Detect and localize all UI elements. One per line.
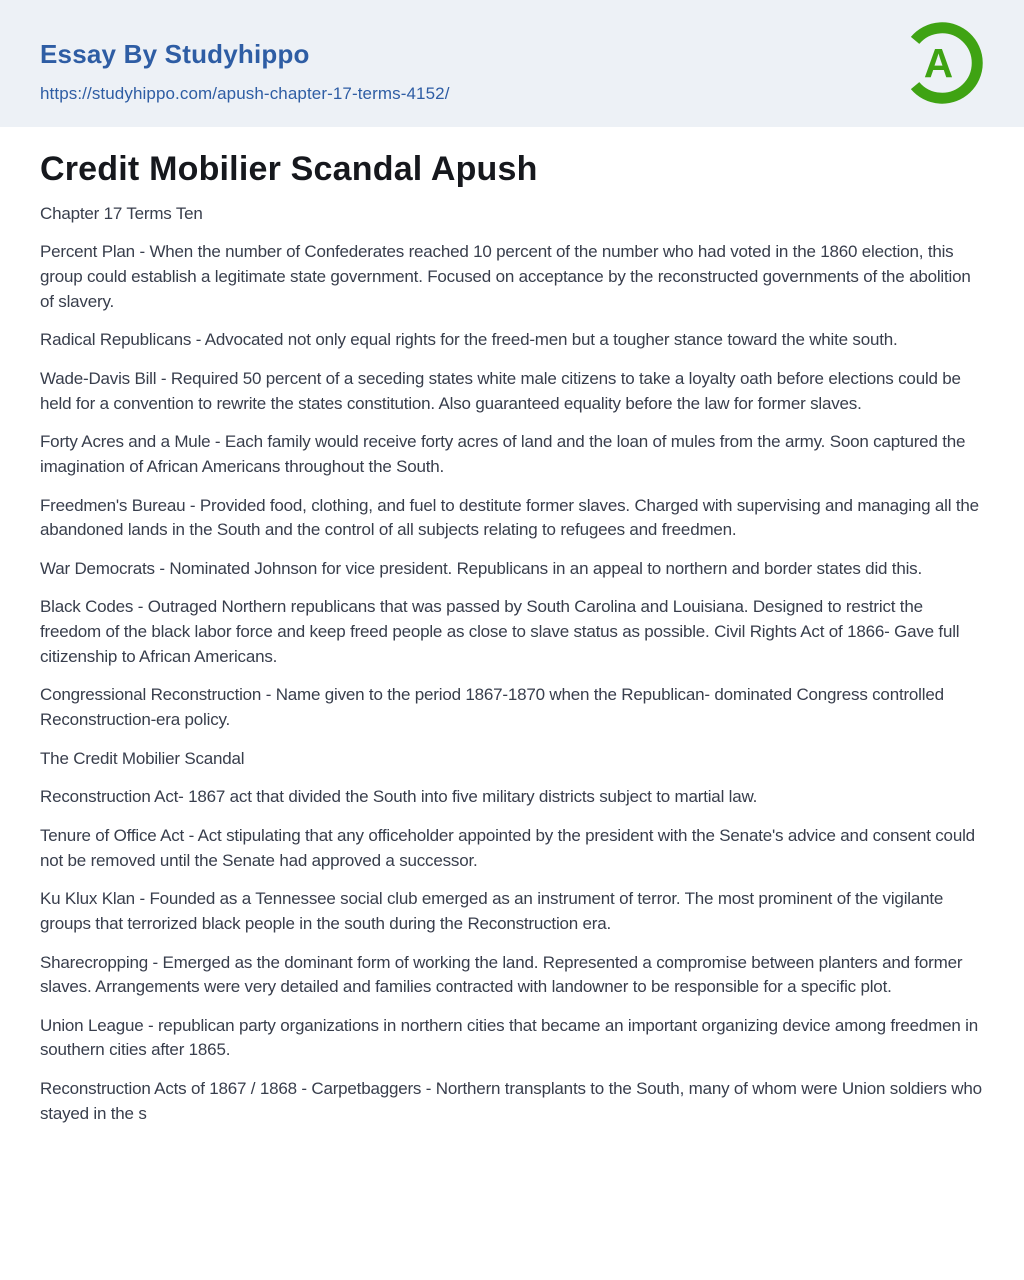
essay-paragraph: War Democrats - Nominated Johnson for vice president. Republicans in an appeal to northern and border states did this. — [40, 558, 922, 578]
essay-paragraph: Congressional Reconstruction - Name given to the period 1867-1870 when the Republican- dominated Congress controlled Reconstruction-era policy. — [40, 685, 944, 730]
article-subtitle: Chapter 17 Terms Ten — [40, 203, 203, 223]
essay-paragraph: Sharecropping - Emerged as the dominant form of working the land. Represented a compromise between planters and former slaves. Arrangements were very detailed and families contracted with landowner to be responsible for a specific plot. — [40, 952, 963, 997]
essay-paragraph: Ku Klux Klan - Founded as a Tennessee social club emerged as an instrument of terror. The most prominent of the vigilante groups that terrorized black people in the south during the Reconstruction era. — [40, 889, 944, 933]
essay-paragraph: The Credit Mobilier Scandal — [40, 748, 245, 768]
essay-paragraph: Black Codes - Outraged Northern republicans that was passed by South Carolina and Louisiana. Designed to restrict the freedom of the black labor force and keep freed people as close to slave status as possible. Civil Rights Act of 1866- Gave full citizenship to African Americans. — [40, 597, 960, 666]
logo-letter: A — [923, 40, 954, 87]
site-title: Essay By Studyhippo — [40, 39, 310, 69]
essay-paragraph: Wade-Davis Bill - Required 50 percent of a seceding states white male citizens to take a loyalty oath before elections could be held for a convention to rewrite the states constitution. Also guaranteed equality before the law for former slaves. — [40, 369, 961, 413]
essay-paragraph: Reconstruction Act- 1867 act that divided the South into five military districts subject to martial law. — [40, 787, 758, 807]
essay-paragraph: Reconstruction Acts of 1867 / 1868 - Carpetbaggers - Northern transplants to the South, many of whom were Union soldiers who stayed in the s — [40, 1079, 982, 1123]
essay-paragraph: Percent Plan - When the number of Confederates reached 10 percent of the number who had voted in the 1860 election, this group could establish a legitimate state government. Focused on acceptance by the reconstructed governments of the abolition of slavery. — [40, 242, 971, 311]
header-text-block — [40, 40, 450, 104]
studyhippo-logo-icon — [898, 19, 986, 107]
source-url-link[interactable]: https://studyhippo.com/apush-chapter-17-terms-4152/ — [40, 83, 450, 103]
essay-article — [0, 149, 1024, 1180]
essay-paragraph: Freedmen's Bureau - Provided food, clothing, and fuel to destitute former slaves. Charged with supervising and managing all the abandoned lands in the South and the control of all subjects relating to refugees and freedmen. — [40, 495, 979, 540]
page-header — [0, 0, 1024, 127]
essay-paragraph: Forty Acres and a Mule - Each family would receive forty acres of land and the loan of mules from the army. Soon captured the imagination of African Americans throughout the South. — [40, 432, 966, 476]
essay-paragraph: Tenure of Office Act - Act stipulating that any officeholder appointed by the president with the Senate's advice and consent could not be removed until the Senate had approved a successor. — [40, 825, 975, 870]
essay-paragraph: Union League - republican party organizations in northern cities that became an important organizing device among freedmen in southern cities after 1865. — [40, 1015, 978, 1060]
page-title: Credit Mobilier Scandal Apush — [40, 150, 538, 188]
essay-paragraph: Radical Republicans - Advocated not only equal rights for the freed-men but a tougher stance toward the white south. — [40, 330, 898, 350]
